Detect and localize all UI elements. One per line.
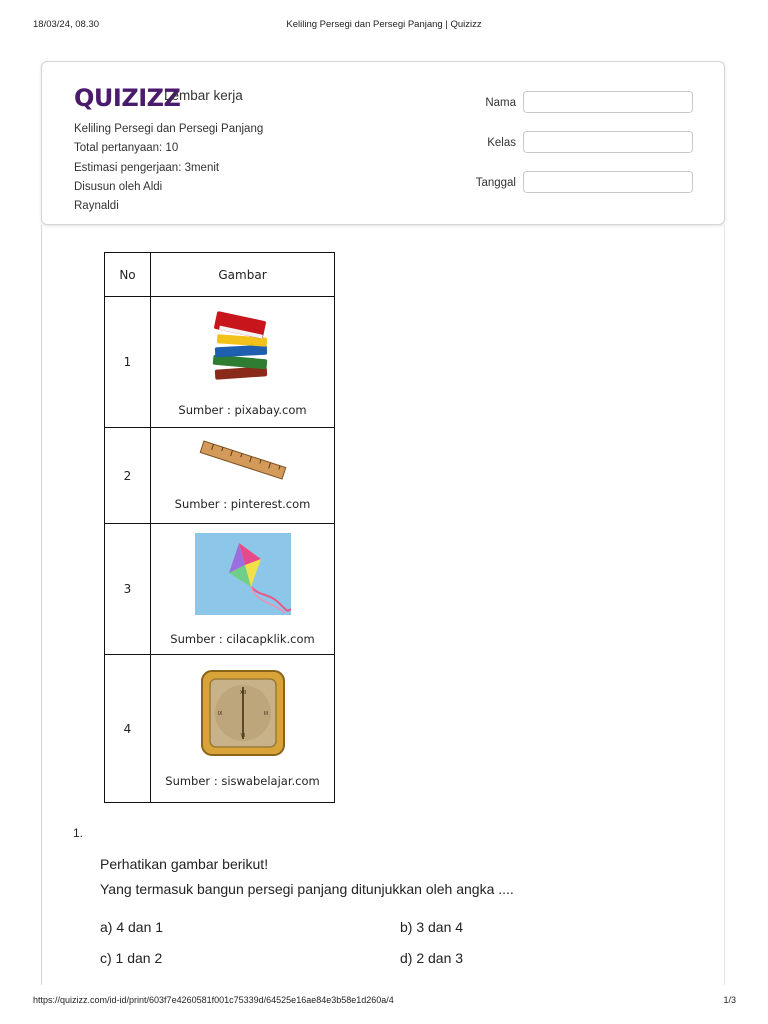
table-row [105, 655, 335, 803]
svg-text:VI: VI [240, 733, 245, 739]
svg-text:XII: XII [239, 690, 246, 696]
worksheet-name: Keliling Persegi dan Persegi Panjang [74, 123, 264, 135]
row-number: 2 [105, 428, 151, 524]
picture-caption: Sumber : pixabay.com [178, 402, 307, 417]
picture-cell [151, 524, 335, 655]
content-left-border [41, 225, 42, 985]
nama-label: Nama [485, 97, 516, 109]
clock-icon [151, 669, 334, 760]
question-line-1: Perhatikan gambar berikut! [100, 856, 269, 872]
page-number: 1/3 [723, 995, 736, 1005]
option-c: c) 1 dan 2 [100, 950, 163, 966]
author-line-2: Raynaldi [74, 200, 119, 212]
svg-text:IX: IX [217, 711, 222, 717]
footer-url: https://quizizz.com/id-id/print/603f7e4260581f001c75339d/64525e16ae84e3b58e1d260a/4 [33, 995, 394, 1005]
row-number: 3 [105, 524, 151, 655]
worksheet-kind: Lembar kerja [164, 88, 243, 103]
picture-caption: Sumber : siswabelajar.com [165, 774, 320, 788]
nama-field[interactable] [523, 91, 693, 113]
table-row [105, 297, 335, 428]
kite-icon [151, 533, 334, 618]
header-no: No [105, 253, 151, 297]
tanggal-field[interactable] [523, 171, 693, 193]
author-line-1: Disusun oleh Aldi [74, 181, 163, 193]
print-datetime: 18/03/24, 08.30 [33, 19, 100, 30]
print-title: Keliling Persegi dan Persegi Panjang | Quizizz [286, 19, 482, 30]
row-number: 4 [105, 655, 151, 803]
picture-table [104, 252, 335, 803]
quizizz-logo: QUIZIZZ [74, 84, 181, 112]
estimated-time: Estimasi pengerjaan: 3menit [74, 162, 220, 174]
kelas-label: Kelas [487, 137, 516, 149]
table-row [105, 524, 335, 655]
option-b: b) 3 dan 4 [400, 919, 464, 935]
table-header-row [105, 253, 335, 297]
content-right-border [724, 225, 725, 985]
picture-cell [151, 655, 335, 803]
picture-caption: Sumber : cilacapklik.com [170, 631, 315, 646]
total-questions: Total pertanyaan: 10 [74, 142, 179, 154]
picture-caption: Sumber : pinterest.com [174, 497, 311, 511]
row-number: 1 [105, 297, 151, 428]
option-d: d) 2 dan 3 [400, 950, 464, 966]
tanggal-label: Tanggal [475, 177, 516, 189]
option-a: a) 4 dan 1 [100, 919, 164, 935]
table-row [105, 428, 335, 524]
question-number: 1. [73, 826, 84, 840]
question-line-2: Yang termasuk bangun persegi panjang ditunjukkan oleh angka .... [100, 881, 514, 897]
books-icon [151, 308, 334, 389]
picture-cell [151, 297, 335, 428]
header-gambar: Gambar [151, 253, 335, 297]
kelas-field[interactable] [523, 131, 693, 153]
svg-text:III: III [263, 711, 268, 717]
picture-cell [151, 428, 335, 524]
ruler-icon [151, 440, 334, 483]
worksheet-header-card [41, 61, 725, 225]
